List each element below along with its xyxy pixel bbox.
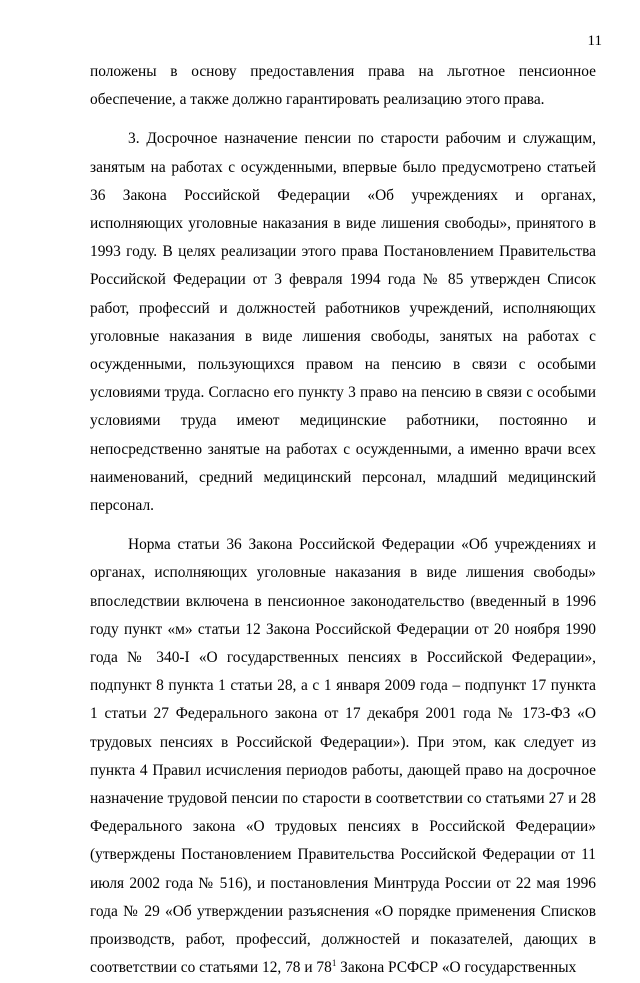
paragraph-continuation: положены в основу предоставления права на льготное пенсионное обеспечение, а также должно гарантировать реализацию этого права. (90, 63, 596, 109)
superscript-marker: 1 (331, 958, 337, 969)
paragraph-early-pension: 3. Досрочное назначение пенсии по старости рабочим и служащим, занятым на работах с осужденными, впервые было предусмотрено статьей 36 Закона Российской Федерации «Об учреждениях и органах, исполняющих уголовные наказания в виде лишения свободы», принятого в 1993 году. В целях реализации этого права Постановлением Правительства Российской Федерации от 3 февраля 1994 года № 85 утвержден Список работ, профессий и должностей работников учреждений, исполняющих уголовные наказания в виде лишения свободы, занятых на работах с осужденными, пользующихся правом на пенсию в связи с особыми условиями труда. Согласно его пункту 3 право на пенсию в связи с особыми условиями труда имеют медицинские работники, постоянно и непосредственно занятые на работах с осужденными, а именно врачи всех наименований, средний медицинский персонал, младший медицинский персонал. (90, 130, 596, 515)
paragraph-text: Норма статьи 36 Закона Российской Федерации «Об учреждениях и органах, исполняющих уголовные наказания в виде лишения свободы» впоследствии включена в пенсионное законодательство (введенный в 1996 году пункт «м» статьи 12 Закона Российской Федерации от 20 ноября 1990 года № 340-I «О государственных пенсиях в Российской Федерации», подпункт 8 пункта 1 статьи 28, а с 1 января 2009 года – подпункт 17 пункта 1 статьи 27 Федерального закона от 17 декабря 2001 года № 173-ФЗ «О трудовых пенсиях в Российской Федерации»). При этом, как следует из пункта 4 Правил исчисления периодов работы, дающей право на досрочное назначение трудовой пенсии по старости в соответствии со статьями 27 и 28 Федерального закона «О трудовых пенсиях в Российской Федерации» (утверждены Постановлением Правительства Российской Федерации от 11 июля 2002 года № 516), и постановления Минтруда России от 22 мая 1996 года № 29 «Об утверждении разъяснения «О порядке применения Списков производств, работ, профессий, должностей и показателей, дающих в соответствии со статьями 12, 78 и 78 (90, 536, 596, 977)
paragraph-text-tail: Закона РСФСР «О государственных (336, 959, 577, 977)
page-number: 11 (587, 33, 602, 49)
paragraph-law-article-36 (90, 531, 596, 982)
document-body (90, 58, 596, 983)
